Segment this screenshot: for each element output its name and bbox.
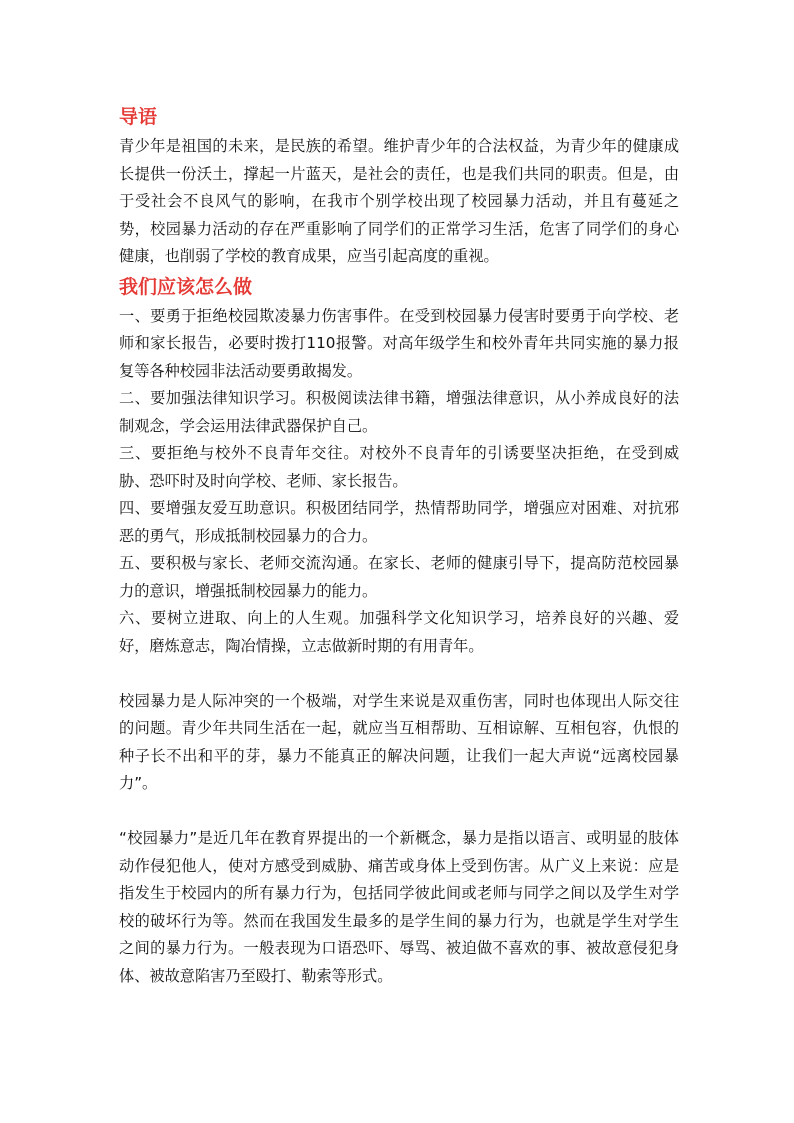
action-item-5: 五、要积极与家长、老师交流沟通。在家长、老师的健康引导下，提高防范校园暴力的意识，增强抵制校园暴力的能力。 xyxy=(119,554,679,600)
closing-paragraph-2: “校园暴力”是近几年在教育界提出的一个新概念，暴力是指以语言、或明显的肢体动作侵犯他人，使对方感受到威胁、痛苦或身体上受到伤害。从广义上来说：应是指发生于校园内的所有暴力行为，包括同学彼此间或老师与同学之间以及学生对学校的破坏行为等。然而在我国发生最多的是学生间的暴力行为，也就是学生对学生之间的暴力行为。一般表现为口语恐吓、辱骂、被迫做不喜欢的事、被故意侵犯身体、被故意陷害乃至殴打、勒索等形式。 xyxy=(119,829,679,985)
paragraph-spacer xyxy=(119,660,679,688)
document-page xyxy=(119,101,679,990)
action-item-2: 二、要加强法律知识学习。积极阅读法律书籍，增强法律意识，从小养成良好的法制观念，学会运用法律武器保护自己。 xyxy=(119,389,679,435)
closing-paragraph-1: 校园暴力是人际冲突的一个极端，对学生来说是双重伤害，同时也体现出人际交往的问题。青少年共同生活在一起，就应当互相帮助、互相谅解、互相包容，仇恨的种子长不出和平的芽，暴力不能真正的解决问题，让我们一起大声说“远离校园暴力”。 xyxy=(119,691,679,792)
intro-heading: 导语 xyxy=(119,106,158,128)
action-item-3: 三、要拒绝与校外不良青年交往。对校外不良青年的引诱要坚决拒绝，在受到威胁、恐吓时及时向学校、老师、家长报告。 xyxy=(119,444,679,490)
actions-heading: 我们应该怎么做 xyxy=(119,275,253,298)
action-item-4: 四、要增强友爱互助意识。积极团结同学，热情帮助同学，增强应对困难、对抗邪恶的勇气，形成抵制校园暴力的合力。 xyxy=(119,499,679,545)
action-item-1: 一、要勇于拒绝校园欺凌暴力伤害事件。在受到校园暴力侵害时要勇于向学校、老师和家长报告，必要时拨打110报警。对高年级学生和校外青年共同实施的暴力报复等各种校园非法活动要勇敢揭发。 xyxy=(119,306,679,380)
action-item-6: 六、要树立进取、向上的人生观。加强科学文化知识学习，培养良好的兴趣、爱好，磨炼意志，陶冶情操，立志做新时期的有用青年。 xyxy=(119,609,679,655)
paragraph-spacer xyxy=(119,798,679,826)
intro-paragraph: 青少年是祖国的未来，是民族的希望。维护青少年的合法权益，为青少年的健康成长提供一份沃土，撑起一片蓝天，是社会的责任，也是我们共同的职责。但是，由于受社会不良风气的影响，在我市个别学校出现了校园暴力活动，并且有蔓延之势，校园暴力活动的存在严重影响了同学们的正常学习生活，危害了同学们的身心健康，也削弱了学校的教育成果，应当引起高度的重视。 xyxy=(119,137,679,265)
